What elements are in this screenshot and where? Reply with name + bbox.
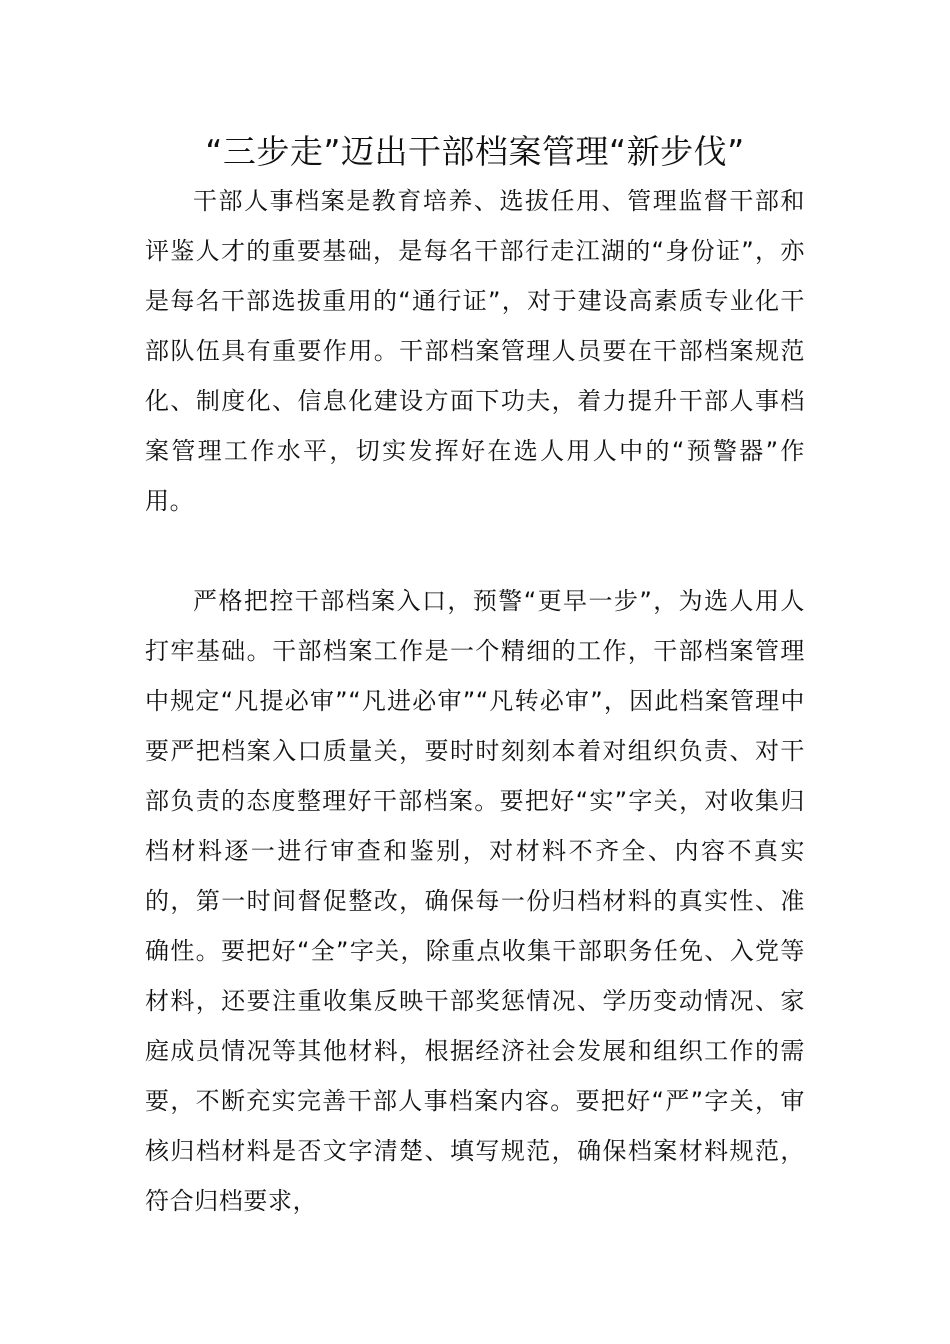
document-title: “三步走”迈出干部档案管理“新步伐” bbox=[205, 132, 745, 171]
paragraph-archive-entry-control: 严格把控干部档案入口，预警“更早一步”，为选人用人打牢基础。干部档案工作是一个精细的工作，干部档案管理中规定“凡提必审”“凡进必审”“凡转必审”，因此档案管理中要严把档案入口质量关，要时时刻刻本着对组织负责、对干部负责的态度整理好干部档案。要把好“实”字关，对收集归档材料逐一进行审查和鉴别，对材料不齐全、内容不真实的，第一时间督促整改，确保每一份归档材料的真实性、准确性。要把好“全”字关，除重点收集干部职务任免、入党等材料，还要注重收集反映干部奖惩情况、学历变动情况、家庭成员情况等其他材料，根据经济社会发展和组织工作的需要，不断充实完善干部人事档案内容。要把好“严”字关，审核归档材料是否文字清楚、填写规范，确保档案材料规范，符合归档要求， bbox=[145, 587, 805, 1215]
paragraph-intro: 干部人事档案是教育培养、选拔任用、管理监督干部和评鉴人才的重要基础，是每名干部行走江湖的“身份证”，亦是每名干部选拔重用的“通行证”，对于建设高素质专业化干部队伍具有重要作用。干部档案管理人员要在干部档案规范化、制度化、信息化建设方面下功夫，着力提升干部人事档案管理工作水平，切实发挥好在选人用人中的“预警器”作用。 bbox=[145, 187, 805, 515]
